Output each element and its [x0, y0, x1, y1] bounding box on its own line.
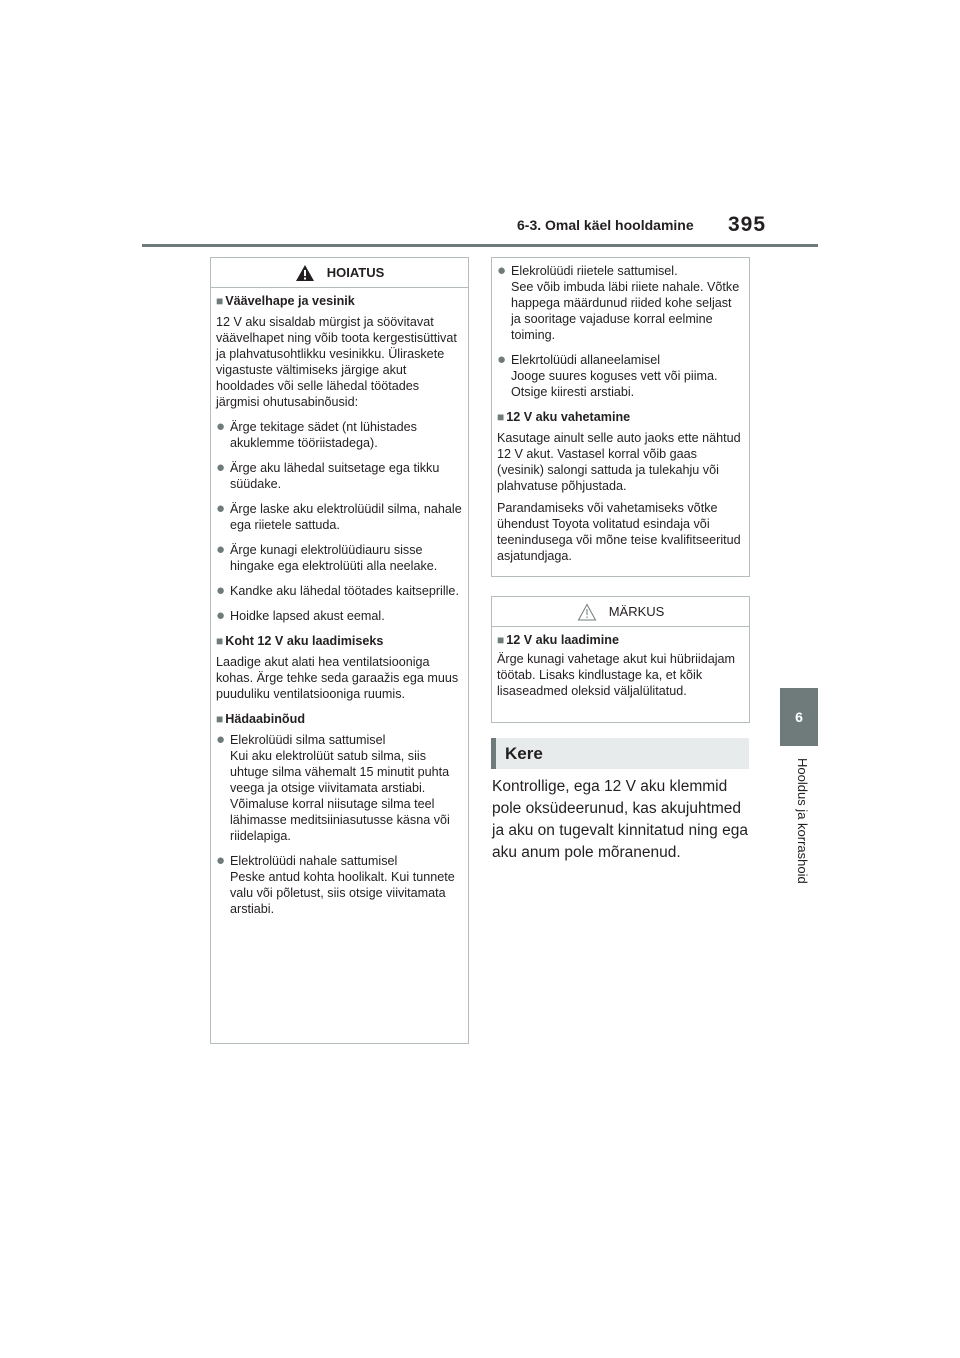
kere-section-heading: Kere	[491, 738, 749, 769]
page-number: 395	[728, 213, 767, 236]
section-heading: ■ Koht 12 V aku laadimiseks	[216, 634, 384, 648]
paragraph: Parandamiseks või vahetamiseks võtke ühendust Toyota volitatud esindaja või teenindusega või mõne teise kvalifitseeritud asjatundjaga.	[497, 501, 741, 563]
list-item: ● Ärge aku lähedal suitsetage ega tikku süüdake.	[216, 459, 440, 491]
warning-box	[210, 257, 469, 1044]
warning-triangle-icon	[295, 264, 315, 282]
notice-box-title: MÄRKUS	[608, 604, 665, 619]
list-item: ● Elekrolüüdi riietele sattumisel. See võib imbuda läbi riiete nahale. Võtke happega määrdunud riided kohe seljast ja sooritage vajaduse korral eelmine toiming.	[497, 262, 740, 342]
paragraph: Kasutage ainult selle auto jaoks ette nähtud 12 V akut. Vastasel korral võib gaas (vesinik) salongi sattuda ja tulekahju või plahvatuse põhjustada.	[497, 431, 741, 493]
notice-box-body	[492, 627, 749, 705]
list-item: ● Elekrtolüüdi allaneelamisel Jooge suures koguses vett või piima. Otsige kiiresti arstiabi.	[497, 351, 718, 399]
list-item: ● Elektrolüüdi nahale sattumisel Peske antud kohta hoolikalt. Kui tunnete valu või põletust, siis otsige viivitamata arstiabi.	[216, 852, 455, 916]
section-heading: ■ 12 V aku vahetamine	[497, 410, 631, 424]
warning-box-body	[211, 288, 468, 923]
paragraph: Ärge kunagi vahetage akut kui hübriidajam töötab. Lisaks kindlustage ka, et kõik lisaseadmed oleksid väljalülitatud.	[497, 652, 736, 698]
header-rule	[142, 244, 818, 247]
warning-box-continued	[491, 257, 750, 577]
list-item: ● Elekrolüüdi silma sattumisel Kui aku elektrolüüt satub silma, siis uhtuge silma vähemalt 15 minutit puhta veega ja otsige viivitamata arstiabi. Võimaluse korral niisutage silma teel lähimasse meditsiiniasutusse käsna või riidelapiga.	[216, 731, 450, 843]
warning-box-header	[211, 258, 468, 288]
section-heading: ■ 12 V aku laadimine	[497, 633, 619, 647]
chapter-title: Hooldus ja korrashoid	[795, 758, 810, 884]
list-item: ● Hoidke lapsed akust eemal.	[216, 607, 385, 624]
kere-section-text: Kontrollige, ega 12 V aku klemmid pole oksüdeerunud, kas akujuhtmed ja aku on tugevalt kinnitatud ning ega aku anum pole mõranenud.	[492, 778, 748, 861]
section-heading: ■ Väävelhape ja vesinik	[216, 294, 355, 308]
notice-box	[491, 596, 750, 723]
list-item: ● Ärge laske aku elektrolüüdil silma, nahale ega riietele sattuda.	[216, 500, 462, 532]
warning-box-continued-body	[492, 258, 749, 570]
paragraph: Laadige akut alati hea ventilatsiooniga kohas. Ärge tehke seda garaažis ega muus puuduliku ventilatsiooniga ruumis.	[216, 655, 459, 701]
list-item: ● Ärge kunagi elektrolüüdiauru sisse hingake ega elektrolüüti alla neelake.	[216, 541, 438, 573]
chapter-tab: 6	[780, 688, 818, 746]
warning-box-title: HOIATUS	[326, 265, 385, 280]
square-marker: ■	[216, 294, 224, 308]
notice-triangle-icon	[577, 603, 597, 621]
notice-box-header	[492, 597, 749, 627]
header-title: 6-3. Omal käel hooldamine	[517, 217, 694, 233]
paragraph: 12 V aku sisaldab mürgist ja söövitavat väävelhapet ning võib toota kergestisüttivat ja plahvatusohtlikku vesinikku. Üliraskete vigastuste vältimiseks järgige akut hooldades või selle lähedal töötades järgmisi ohutusabinõusid:	[216, 315, 457, 409]
list-item: ● Ärge tekitage sädet (nt lühistades akuklemme tööriistadega).	[216, 418, 417, 450]
section-heading: ■ Hädaabinõud	[216, 712, 306, 726]
list-item: ● Kandke aku lähedal töötades kaitseprille.	[216, 582, 459, 599]
